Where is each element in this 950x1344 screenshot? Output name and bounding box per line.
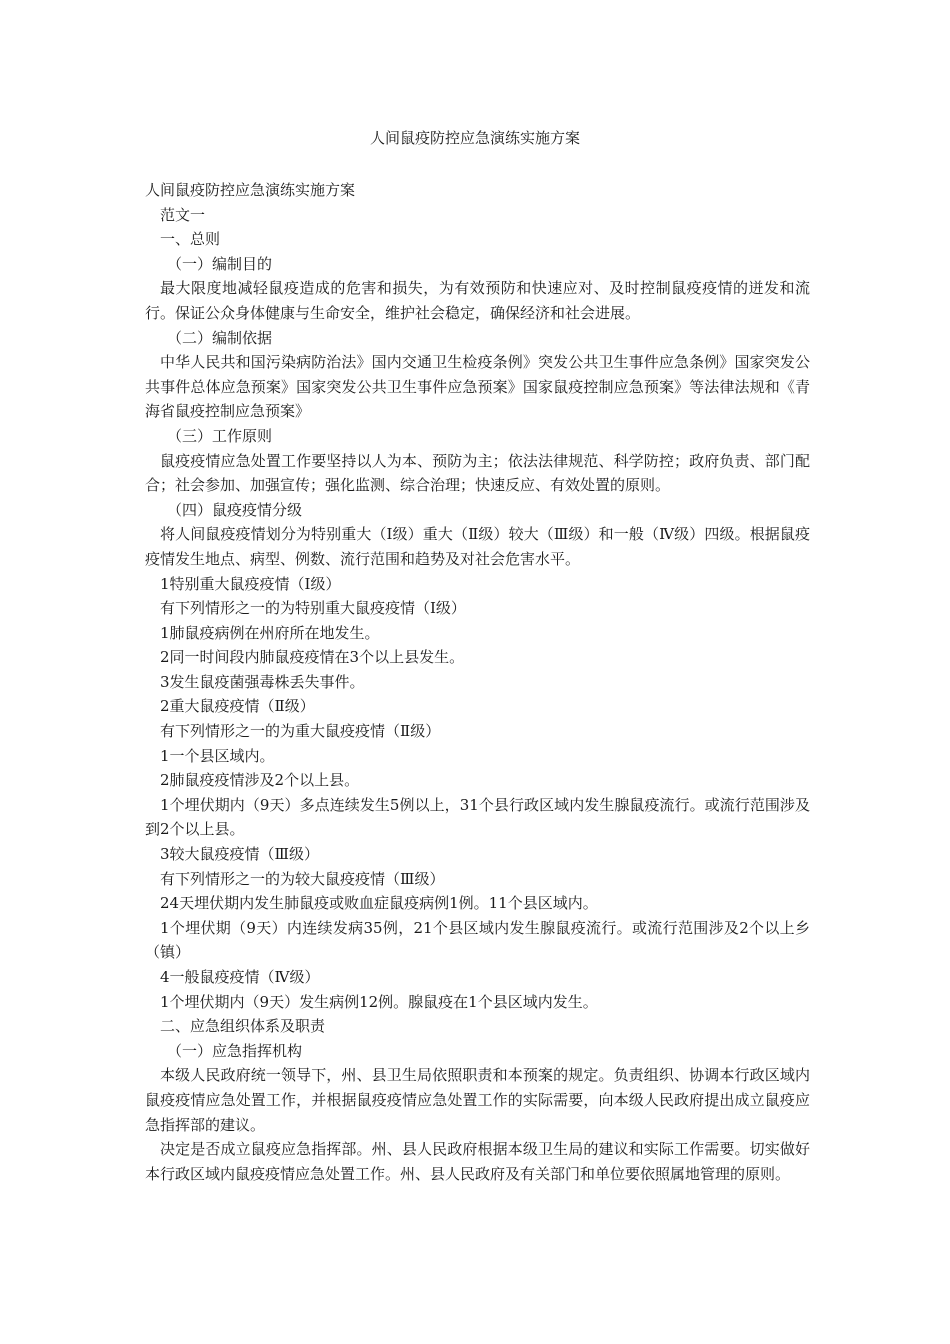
paragraph: 鼠疫疫情应急处置工作要坚持以人为本、预防为主；依法法律规范、科学防控；政府负责、部门配合；社会参加、加强宣传；强化监测、综合治理；快速反应、有效处置的原则。 <box>145 451 810 495</box>
paragraph: 3较大鼠疫疫情（Ⅲ级） <box>160 845 320 864</box>
paragraph: 范文一 <box>160 205 206 224</box>
page-title: 人间鼠疫防控应急演练实施方案 <box>369 129 580 147</box>
paragraph: 本级人民政府统一领导下，州、县卫生局依照职责和本预案的规定。负责组织、协调本行政区域内鼠疫疫情应急处置工作，并根据鼠疫疫情应急处置工作的实际需要，向本级人民政府提出成立鼠疫应急指挥部的建议。 <box>145 1066 810 1134</box>
paragraph: 2重大鼠疫疫情（Ⅱ级） <box>160 697 315 716</box>
paragraph: 1肺鼠疫病例在州府所在地发生。 <box>160 623 380 642</box>
paragraph: 二、应急组织体系及职责 <box>160 1017 326 1036</box>
paragraph: 有下列情形之一的为重大鼠疫疫情（Ⅱ级） <box>160 722 441 741</box>
paragraph: 最大限度地减轻鼠疫造成的危害和损失，为有效预防和快速应对、及时控制鼠疫疫情的迸发和流行。保证公众身体健康与生命安全，维护社会稳定，确保经济和社会进展。 <box>145 279 810 322</box>
paragraph: 1个埋伏期内（9天）多点连续发生5例以上，31个县行政区域内发生腺鼠疫流行。或流行范围涉及到2个以上县。 <box>145 795 810 839</box>
paragraph: 1个埋伏期（9天）内连续发病35例，21个县区域内发生腺鼠疫流行。或流行范围涉及2个以上乡（镇） <box>145 918 810 962</box>
paragraph: 2同一时间段内肺鼠疫疫情在3个以上县发生。 <box>160 648 465 667</box>
paragraph: 人间鼠疫防控应急演练实施方案 <box>145 181 356 199</box>
paragraph: （四）鼠疫疫情分级 <box>167 500 303 519</box>
paragraph: 将人间鼠疫疫情划分为特别重大（Ⅰ级）重大（Ⅱ级）较大（Ⅲ级）和一般（Ⅳ级）四级。根据鼠疫疫情发生地点、病型、例数、流行范围和趋势及对社会危害水平。 <box>145 525 810 568</box>
paragraph: 一、总则 <box>160 230 221 249</box>
paragraph: 中华人民共和国污染病防治法》国内交通卫生检疫条例》突发公共卫生事件应急条例》国家突发公共事件总体应急预案》国家突发公共卫生事件应急预案》国家鼠疫控制应急预案》等法律法规和《青海省鼠疫控制应急预案》 <box>145 353 810 421</box>
paragraph: 1一个县区域内。 <box>160 746 275 765</box>
paragraph: （二）编制依据 <box>167 328 273 347</box>
paragraph: 3发生鼠疫菌强毒株丢失事件。 <box>160 672 365 691</box>
paragraph: 2肺鼠疫疫情涉及2个以上县。 <box>160 771 360 790</box>
paragraph: 有下列情形之一的为特别重大鼠疫疫情（Ⅰ级） <box>160 599 466 618</box>
paragraph: 决定是否成立鼠疫应急指挥部。州、县人民政府根据本级卫生局的建议和实际工作需要。切实做好本行政区域内鼠疫疫情应急处置工作。州、县人民政府及有关部门和单位要依照属地管理的原则。 <box>145 1140 810 1183</box>
paragraph: 有下列情形之一的为较大鼠疫疫情（Ⅲ级） <box>160 869 445 888</box>
paragraph: 24天埋伏期内发生肺鼠疫或败血症鼠疫病例1例。11个县区域内。 <box>160 894 598 913</box>
paragraph: 1特别重大鼠疫疫情（Ⅰ级） <box>160 574 341 593</box>
paragraph: （三）工作原则 <box>167 426 273 445</box>
paragraph: 1个埋伏期内（9天）发生病例12例。腺鼠疫在1个县区域内发生。 <box>160 992 598 1011</box>
document-body <box>145 178 810 1186</box>
paragraph: （一）应急指挥机构 <box>167 1041 303 1060</box>
paragraph: 4一般鼠疫疫情（Ⅳ级） <box>160 968 320 986</box>
paragraph: （一）编制目的 <box>167 254 273 273</box>
